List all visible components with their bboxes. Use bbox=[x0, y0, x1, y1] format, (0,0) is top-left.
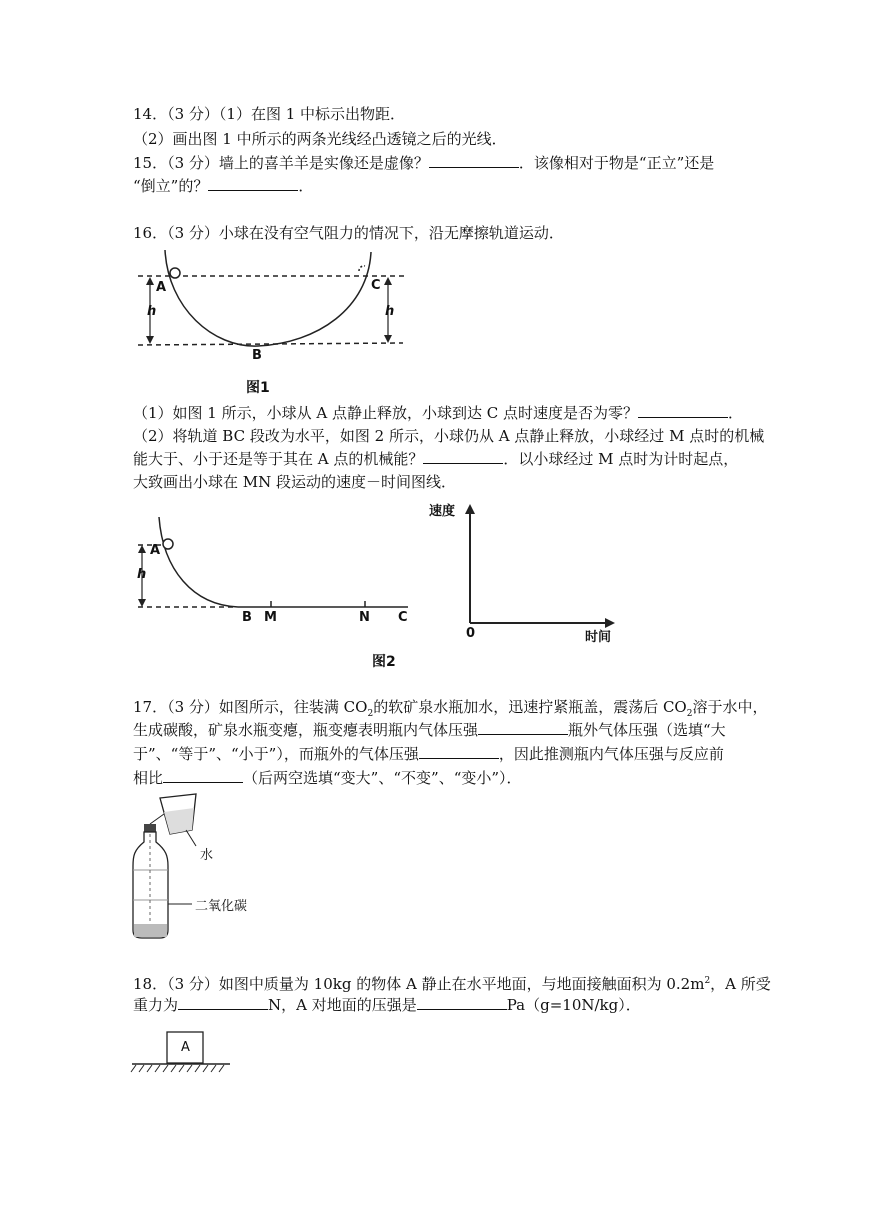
label-water: 水 bbox=[200, 848, 214, 863]
block-figure bbox=[130, 1030, 235, 1075]
q17-line1: 17．（3 分）如图所示，往装满 $CO_2$的软矿泉水瓶加水，迅速拧紧瓶盖，震荡后 $CO_2$溶于水中， bbox=[133, 698, 768, 719]
figure-2-track bbox=[133, 515, 413, 627]
figure-1-caption: 图1 bbox=[246, 380, 270, 396]
q14-line2: （2）画出图 1 中所示的两条光线经凸透镜之后的光线． bbox=[133, 130, 507, 148]
q16-p2-line2: 能大于、小于还是等于其在 A 点的机械能？ ．以小球经过 M 点时为计时起点， bbox=[133, 450, 739, 468]
q16-p1: （1）如图 1 所示，小球从 A 点静止释放，小球到达 C 点时速度是否为零？ ． bbox=[133, 404, 744, 422]
q15-line2: “倒立”的？ ． bbox=[133, 177, 314, 195]
label-B: B bbox=[252, 348, 262, 363]
q17-line4: 相比 （后两空选填“变大”、“不变”、“变小”）． bbox=[133, 769, 522, 787]
velocity-time-graph[interactable] bbox=[425, 498, 620, 648]
q16-p2-line3: 大致画出小球在 MN 段运动的速度－时间图线． bbox=[133, 473, 457, 491]
y-axis-label: 速度 bbox=[429, 504, 456, 519]
label-N: N bbox=[359, 610, 370, 625]
q18-line1: 18．（3 分）如图中质量为 10kg 的物体 A 静止在水平地面，与地面接触面积为 $0.2m^2$，A 所受 bbox=[133, 975, 771, 993]
q15-line1: 15．（3 分）墙上的喜羊羊是实像还是虚像？ ．该像相对于物是“正立”还是 bbox=[133, 154, 715, 172]
q14-line1: 14．（3 分）（1）在图 1 中标示出物距． bbox=[133, 105, 406, 123]
q17-line3: 于”、“等于”、“小于”），而瓶外的气体压强 ，因此推测瓶内气体压强与反应前 bbox=[133, 745, 724, 763]
label-B: B bbox=[242, 610, 252, 625]
answer-blank[interactable] bbox=[429, 153, 519, 168]
bottle-diagram bbox=[128, 790, 268, 942]
answer-blank[interactable] bbox=[478, 720, 568, 735]
label-A: A bbox=[181, 1040, 190, 1055]
answer-blank[interactable] bbox=[419, 744, 499, 759]
label-h-right: h bbox=[385, 304, 395, 319]
q17-line2: 生成碳酸，矿泉水瓶变瘪，瓶变瘪表明瓶内气体压强 瓶外气体压强（选填“大 bbox=[133, 721, 726, 739]
figure-2-caption: 图2 bbox=[372, 654, 396, 670]
answer-blank[interactable] bbox=[208, 176, 298, 191]
label-h-left: h bbox=[147, 304, 157, 319]
label-C: C bbox=[398, 610, 408, 625]
q16-p2-line1: （2）将轨道 BC 段改为水平，如图 2 所示，小球仍从 A 点静止释放，小球经过 M 点时的机械 bbox=[133, 427, 765, 445]
label-M: M bbox=[264, 610, 277, 625]
answer-blank[interactable] bbox=[423, 449, 503, 464]
figure-1-track bbox=[133, 248, 413, 370]
answer-blank[interactable] bbox=[178, 995, 268, 1010]
label-C: C bbox=[371, 278, 381, 293]
label-h: h bbox=[137, 567, 147, 582]
origin-label: 0 bbox=[466, 626, 476, 641]
label-co2: 二氧化碳 bbox=[195, 899, 248, 914]
x-axis-label: 时间 bbox=[585, 630, 612, 645]
answer-blank[interactable] bbox=[163, 768, 243, 783]
answer-blank[interactable] bbox=[638, 403, 728, 418]
label-A: A bbox=[150, 543, 161, 558]
q18-line2: 重力为 N，A 对地面的压强是 Pa（g=10N/kg）． bbox=[133, 996, 641, 1014]
track-diagram-1 bbox=[133, 248, 413, 370]
bottle-figure bbox=[128, 790, 268, 942]
answer-blank[interactable] bbox=[417, 995, 507, 1010]
label-A: A bbox=[156, 280, 167, 295]
q16-intro: 16．（3 分）小球在没有空气阻力的情况下，沿无摩擦轨道运动． bbox=[133, 224, 564, 242]
